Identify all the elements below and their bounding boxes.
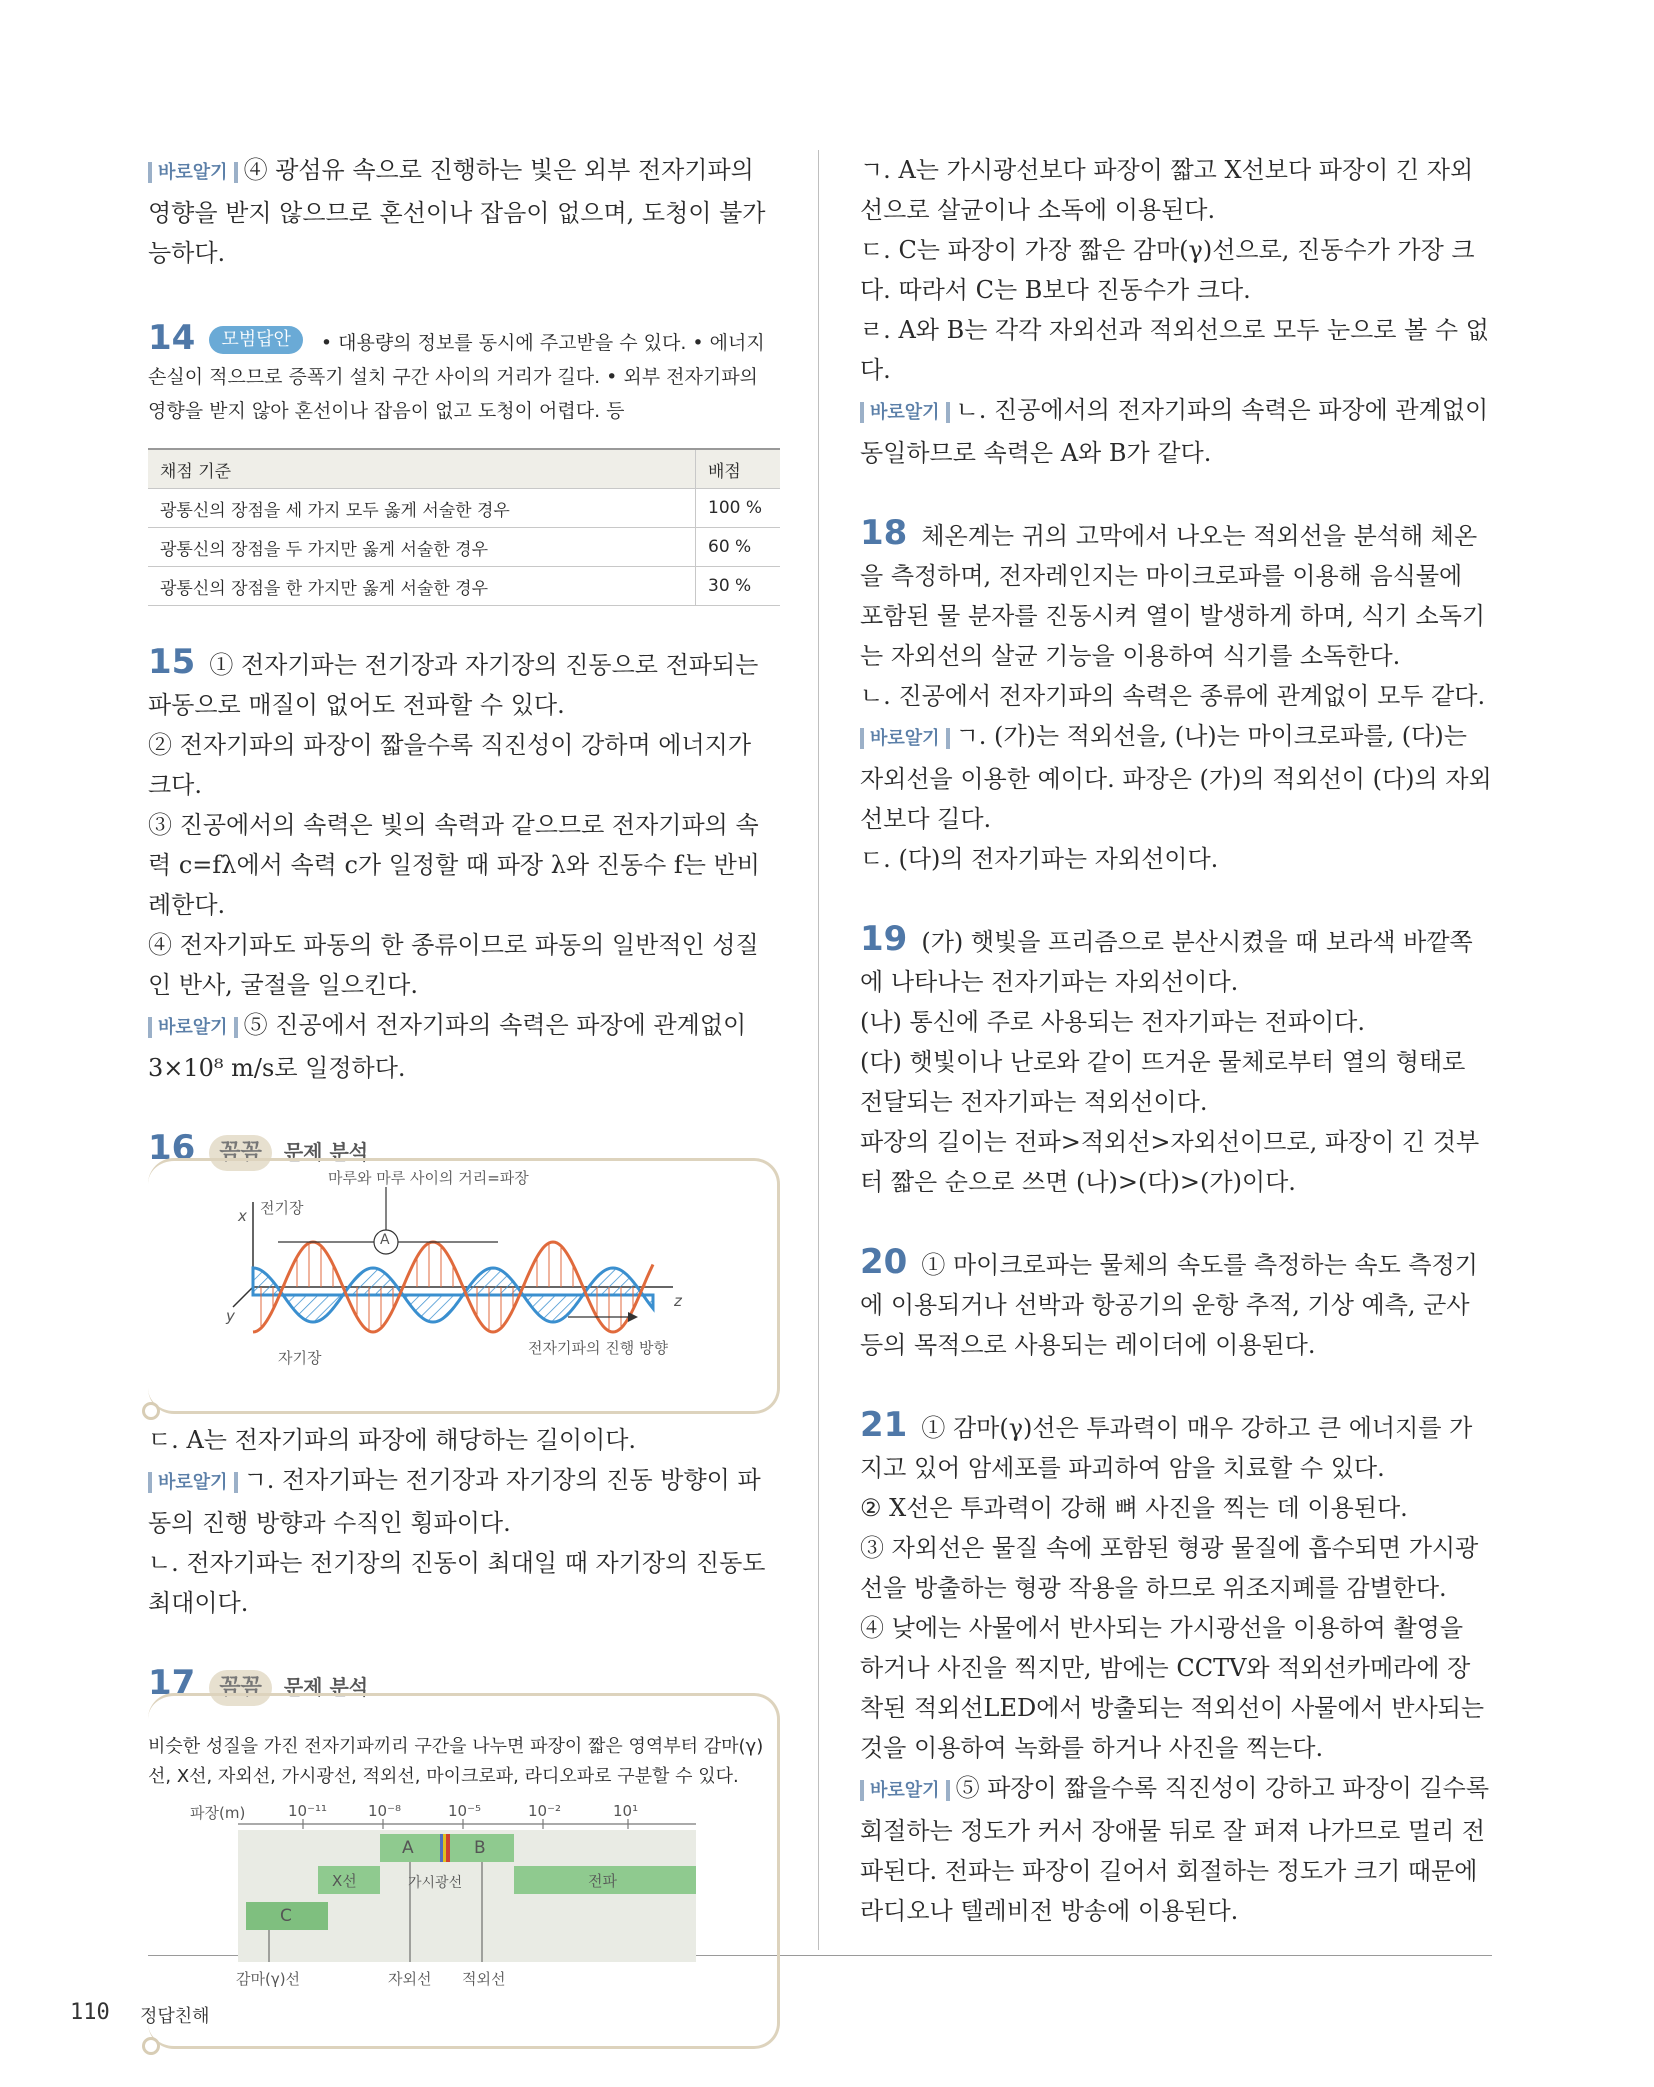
xray-label: X선: [332, 1872, 357, 1890]
q17-title: 문제 분석: [283, 1675, 369, 1699]
band-c-label: C: [280, 1906, 292, 1926]
efield-label: 전기장: [260, 1199, 304, 1217]
q18-badge: 바로알기: [860, 728, 950, 749]
radio-label: 전파: [588, 1872, 617, 1890]
box-dot: [142, 1402, 160, 1420]
grading-header-criteria: 채점 기준: [148, 449, 696, 489]
q19-number: 19: [860, 919, 908, 959]
q20: 20 ① 마이크로파는 물체의 속도를 측정하는 속도 측정기에 이용되거나 선박과 항공기의 운항 추적, 기상 예측, 군사 등의 목적으로 사용되는 레이더에 이용된다.: [860, 1242, 1478, 1359]
visible-red: [446, 1834, 450, 1862]
q15: 15 ① 전자기파는 전기장과 자기장의 진동으로 전파되는 파동으로 매질이 없어도 전파할 수 있다. ② 전자기파의 파장이 짧을수록 직진성이 강하며 에너지가 크다. ③ 진공에서의 속력은 빛의 속력과 같으므로 전자기파의 속력 c=fλ에서 속력 c가 일정할 때 파장 λ와 진동수 f는 반비례한다. ④ 전자기파도 파동의 한 종류이므로 파동의 일반적인 성질인 반사, 굴절을 일으킨다. 바로알기 ⑤ 진공에서 전자기파의 속력은 파장에 관계없이 3×10⁸ m/s로 일정하다.: [148, 642, 760, 1082]
grading-header-score: 배점: [696, 449, 781, 489]
ir-label: 적외선: [462, 1970, 506, 1988]
y-axis: [233, 1287, 253, 1307]
band-b-label: B: [474, 1838, 486, 1858]
q14: [148, 318, 780, 606]
y-label: y: [226, 1307, 235, 1325]
q21: 21 ① 감마(γ)선은 투과력이 매우 강하고 큰 에너지를 가지고 있어 암세포를 파괴하여 암을 치료할 수 있다. ② X선은 투과력이 강해 뼈 사진을 찍는 데 이용된다. ③ 자외선은 물질 속에 포함된 형광 물질에 흡수되면 가시광선을 방출하는 형광 작용을 하므로 위조지폐를 감별한다. ④ 낮에는 사물에서 반사되는 가시광선을 이용하여 촬영을 하거나 사진을 찍지만, 밤에는 CCTV와 적외선카메라에 장착된 적외선LED에서 방출되는 적외선이 사물에서 반사되는 것을 이용하여 녹화를 하거나 사진을 찍는다. 바로알기 ⑤ 파장이 짧을수록 직진성이 강하고 파장이 길수록 회절하는 정도가 커서 장애물 뒤로 잘 퍼져 나가므로 멀리 전파된다. 전파는 파장이 길어서 회절하는 정도가 크기 때문에 라디오나 텔레비전 방송에 이용된다.: [860, 1405, 1490, 1925]
q21-badge: 바로알기: [860, 1780, 950, 1801]
q14-number: 14: [148, 318, 196, 358]
q16-analysis-box: [148, 1158, 780, 1414]
q21-number: 21: [860, 1405, 908, 1445]
axis-label: 파장(m): [190, 1804, 246, 1822]
tick-label: 10⁻²: [528, 1802, 562, 1820]
q17-body: ㄱ. A는 가시광선보다 파장이 짧고 X선보다 파장이 긴 자외선으로 살균이나 소독에 이용된다. ㄷ. C는 파장이 가장 짧은 감마(γ)선으로, 진동수가 가장 크다. 따라서 C는 B보다 진동수가 크다. ㄹ. A와 B는 각각 자외선과 적외선으로 모두 눈으로 볼 수 없다. 바로알기 ㄴ. 진공에서의 전자기파의 속력은 파장에 관계없이 동일하므로 속력은 A와 B가 같다.: [860, 156, 1489, 467]
q14-pill: 모범답안: [209, 326, 303, 354]
page-number: 110: [70, 2000, 110, 2025]
visible-label: 가시광선: [408, 1875, 463, 1891]
grading-table: [148, 448, 780, 606]
tick-label: 10⁻¹¹: [288, 1802, 328, 1820]
q14-answer: • 대용량의 정보를 동시에 주고받을 수 있다. • 에너지 손실이 적으므로 증폭기 설치 구간 사이의 거리가 길다. • 외부 전자기파의 영향을 받지 않아 혼선이나 잡음이 없고 도청이 어렵다. 등: [148, 332, 765, 422]
wavelength-label: 마루와 마루 사이의 거리=파장: [328, 1169, 529, 1187]
q13-badge: 바로알기: [148, 162, 238, 183]
q17-analysis-box: [148, 1693, 780, 2049]
q17-note-badge: 바로알기: [860, 402, 950, 423]
q15-badge: 바로알기: [148, 1017, 238, 1038]
tick-label: 10⁻⁸: [368, 1802, 402, 1820]
column-divider: [818, 150, 819, 1950]
table-row: 광통신의 장점을 두 가지만 옳게 서술한 경우 60 %: [148, 528, 780, 567]
q19: 19 (가) 햇빛을 프리즘으로 분산시켰을 때 보라색 바깥쪽에 나타나는 전자기파는 자외선이다. (나) 통신에 주로 사용되는 전자기파는 전파이다. (다) 햇빛이나 난로와 같이 뜨거운 물체로부터 열의 형태로 전달되는 전자기파는 적외선이다. 파장의 길이는 전파>적외선>자외선이므로, 파장이 긴 것부터 짧은 순으로 쓰면 (나)>(다)>(가)이다.: [860, 919, 1480, 1196]
label-a: A: [380, 1232, 390, 1248]
bfield-label: 자기장: [278, 1349, 322, 1367]
q17-number: 17: [148, 1663, 196, 1703]
q16-title: 문제 분석: [283, 1140, 369, 1164]
q17-badge: 꼼꼼: [209, 1670, 272, 1706]
tick-label: 10¹: [613, 1802, 639, 1820]
table-row: 광통신의 장점을 세 가지 모두 옳게 서술한 경우 100 %: [148, 489, 780, 528]
em-wave-figure: [208, 1167, 728, 1377]
arrow-head: [628, 1312, 638, 1322]
direction-label: 전자기파의 진행 방향: [528, 1339, 668, 1357]
q16-badge: 꼼꼼: [209, 1135, 272, 1171]
q18-number: 18: [860, 513, 908, 553]
footer-label: 정답친해: [140, 2006, 210, 2027]
right-column: [860, 150, 1492, 1931]
x-label: x: [238, 1207, 247, 1225]
z-label: z: [674, 1292, 682, 1310]
box-dot: [142, 2037, 160, 2055]
q16-body: ㄷ. A는 전자기파의 파장에 해당하는 길이이다. 바로알기 ㄱ. 전자기파는 전기장과 자기장의 진동 방향이 파동의 진행 방향과 수직인 횡파이다. ㄴ. 전자기파는 전기장의 진동이 최대일 때 자기장의 진동도 최대이다.: [148, 1426, 766, 1617]
q16-number: 16: [148, 1128, 196, 1168]
q20-number: 20: [860, 1242, 908, 1282]
q18: 18 체온계는 귀의 고막에서 나오는 적외선을 분석해 체온을 측정하며, 전자레인지는 마이크로파를 이용해 음식물에 포함된 물 분자를 진동시켜 열이 발생하게 하며, 식기 소독기는 자외선의 살균 기능을 이용하여 식기를 소독한다. ㄴ. 진공에서 전자기파의 속력은 종류에 관계없이 모두 같다. 바로알기 ㄱ. (가)는 적외선을, (나)는 마이크로파를, (다)는 자외선을 이용한 예이다. 파장은 (가)의 적외선이 (다)의 자외선보다 길다. ㄷ. (다)의 전자기파는 자외선이다.: [860, 513, 1492, 873]
q17-description: 비슷한 성질을 가진 전자기파끼리 구간을 나누면 파장이 짧은 영역부터 감마(γ)선, X선, 자외선, 가시광선, 적외선, 마이크로파, 라디오파로 구분할 수 있다.: [148, 1736, 764, 1787]
q16-note-badge: 바로알기: [148, 1472, 238, 1493]
gamma-label: 감마(γ)선: [236, 1970, 301, 1988]
visible-yellow: [443, 1834, 446, 1862]
band-a-label: A: [402, 1838, 414, 1858]
em-spectrum-figure: [190, 1802, 758, 2002]
table-row: 광통신의 장점을 한 가지만 옳게 서술한 경우 30 %: [148, 567, 780, 606]
left-column: [148, 150, 780, 2049]
q15-number: 15: [148, 642, 196, 682]
tick-label: 10⁻⁵: [448, 1802, 482, 1820]
uv-label: 자외선: [388, 1970, 432, 1988]
q13-note: 바로알기 ④ 광섬유 속으로 진행하는 빛은 외부 전자기파의 영향을 받지 않으므로 혼선이나 잡음이 없으며, 도청이 불가능하다.: [148, 156, 766, 267]
visible-blue: [440, 1834, 443, 1862]
